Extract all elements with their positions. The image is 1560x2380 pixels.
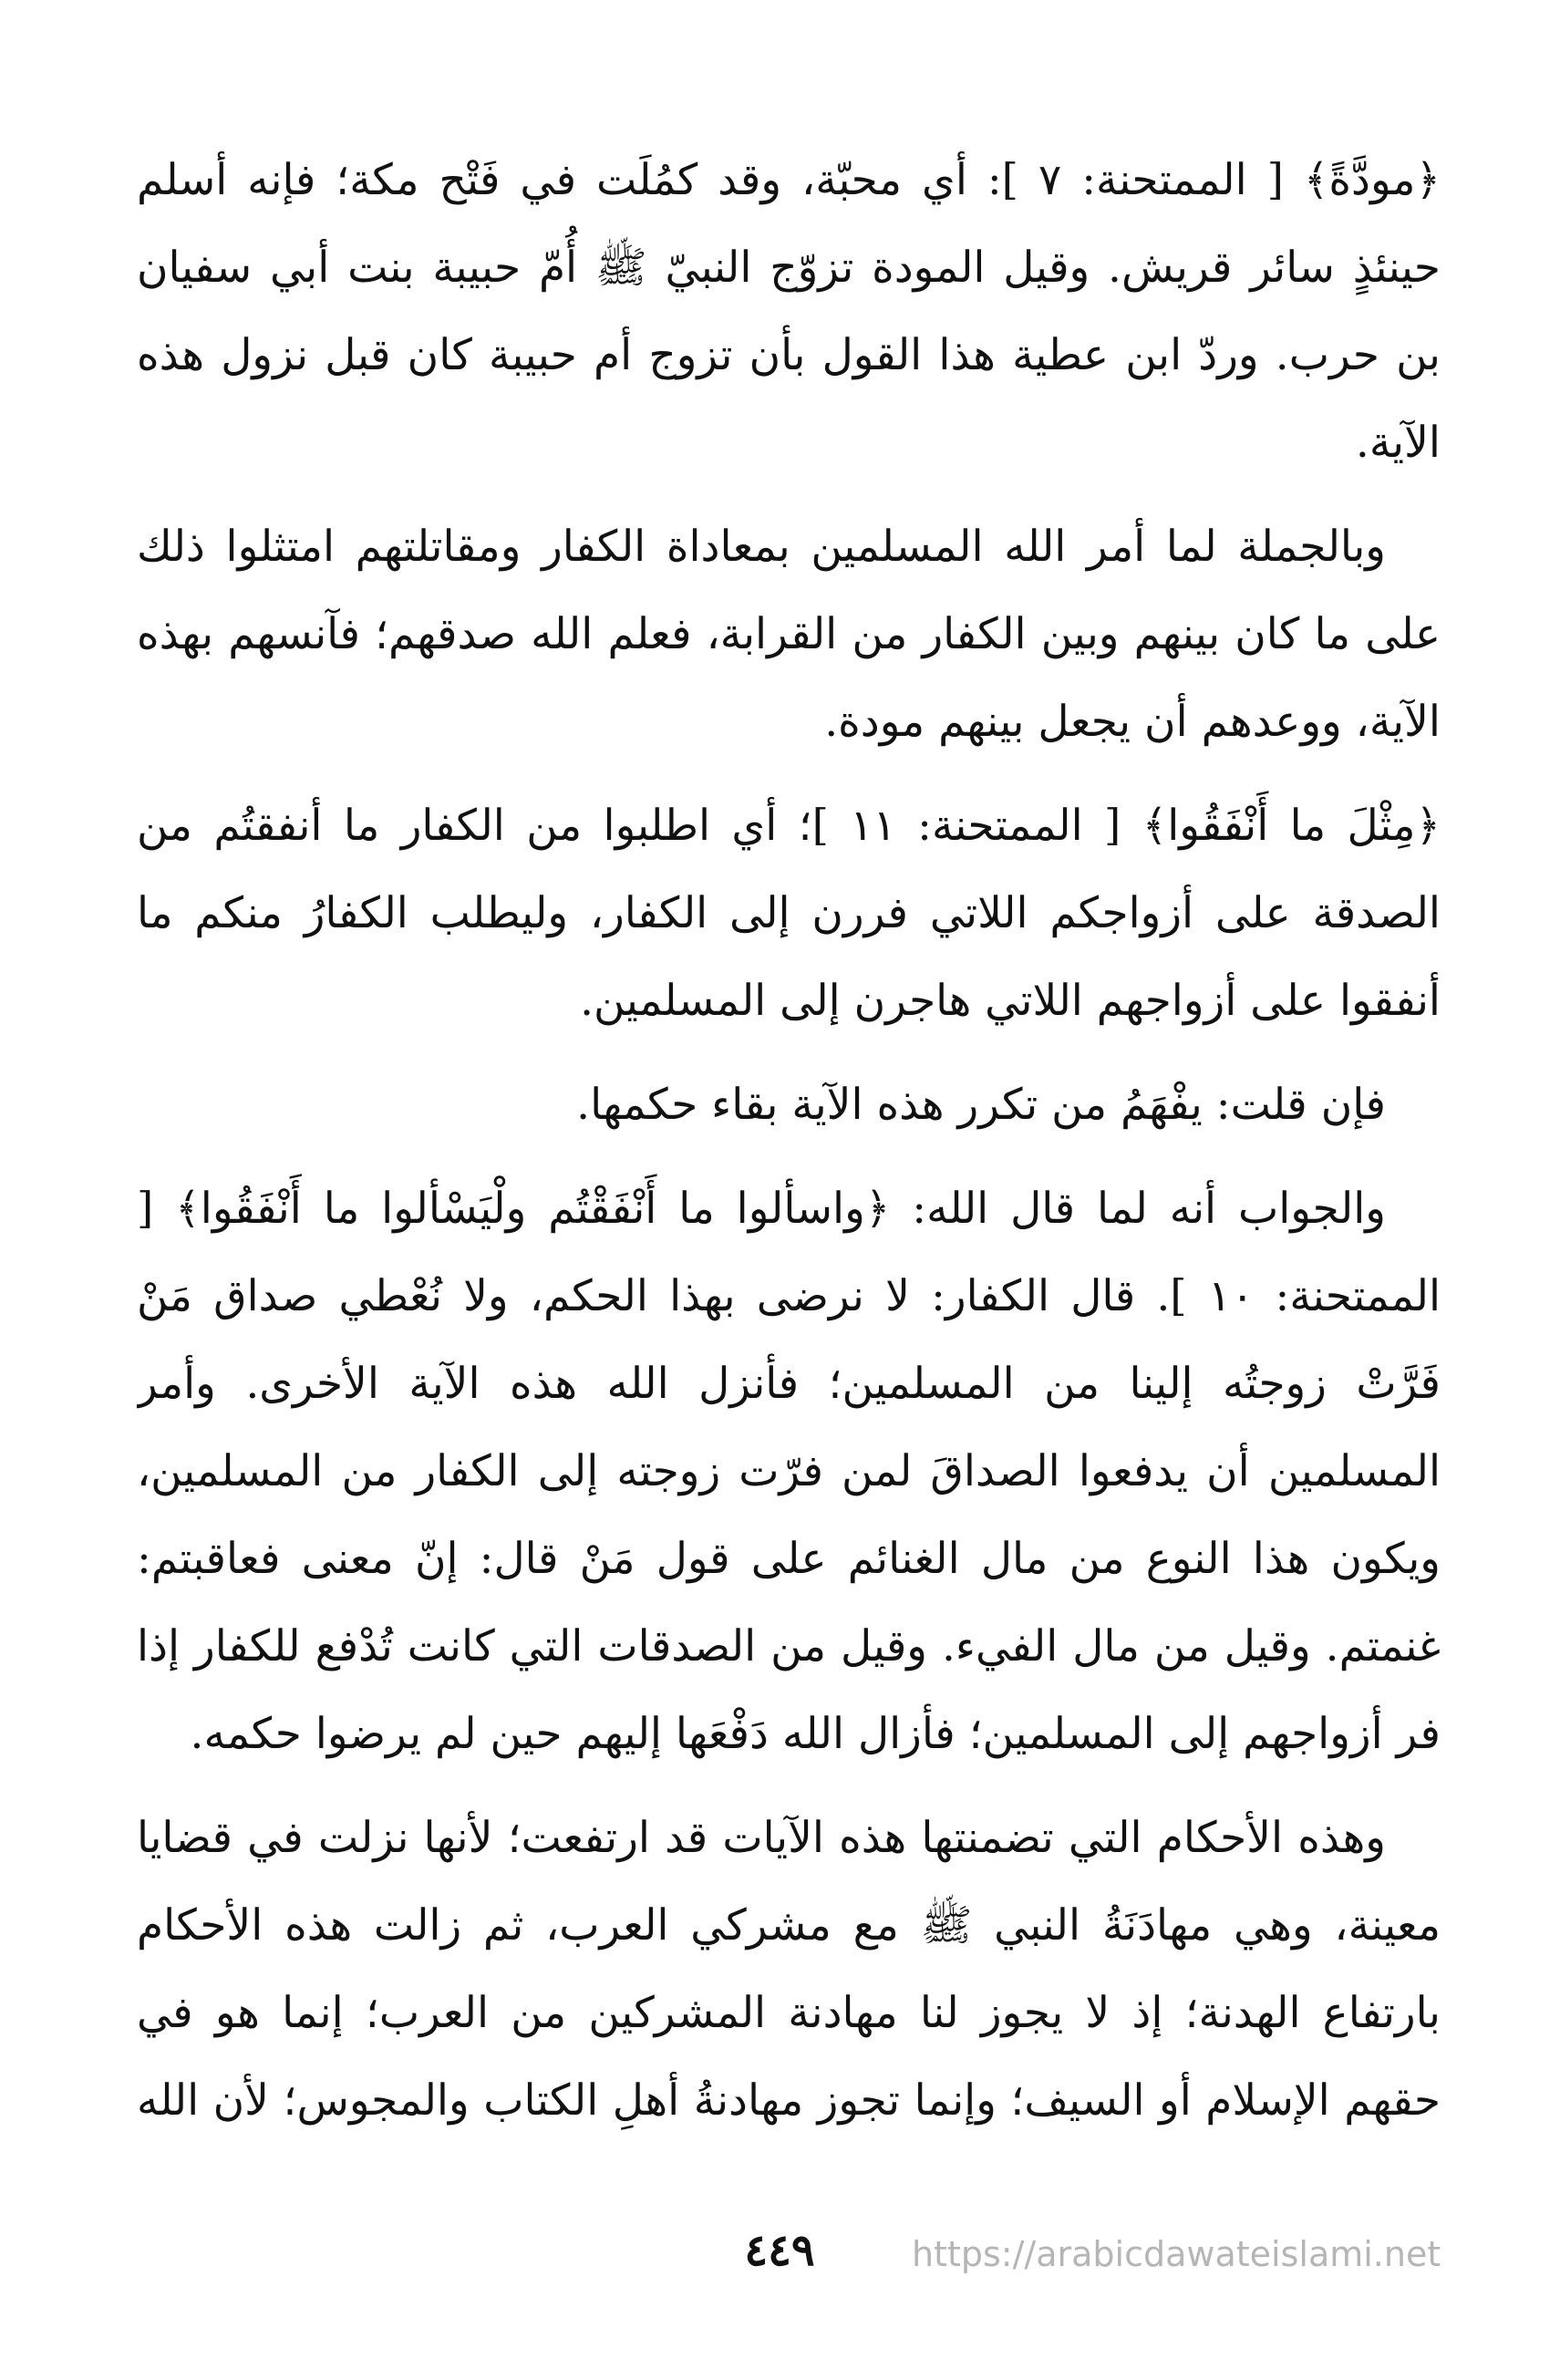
paragraph-bil-jumla: وبالجملة لما أمر الله المسلمين بمعاداة الكفار ومقاتلتهم امتثلوا ذلك على ما كان بينهم وبين الكفار من القرابة، فعلم الله صدقهم؛ فآنسهم بهذه الآية، ووعدهم أن يجعل بينهم مودة. [137,522,1441,747]
paragraph-mawadda: ﴿مودَّةً﴾ [ الممتحنة: ٧ ]: أي محبّة، وقد كمُلَت في فَتْح مكة؛ فإنه أسلم حينئذٍ سائر قريش. وقيل المودة تزوّج النبيّ ﷺ أُمّ حبيبة بنت أبي سفيان بن حرب. وردّ ابن عطية هذا القول بأن تزوج أم حبيبة كان قبل نزول هذه الآية. [137,155,1441,468]
paragraph-answer: والجواب أنه لما قال الله: ﴿واسألوا ما أَنْفَقْتُم ولْيَسْألوا ما أَنْفَقُوا﴾ [ الممتحنة: ١٠ ]. قال الكفار: لا نرضى بهذا الحكم، ولا نُعْطي صداق مَنْ فَرَّتْ زوجتُه إلينا من المسلمين؛ فأنزل الله هذه الآية الأخرى. وأمر المسلمين أن يدفعوا الصداقَ لمن فرّت زوجته إلى الكفار من المسلمين، ويكون هذا النوع من مال الغنائم على قول مَنْ قال: إنّ معنى فعاقبتم: غنمتم. وقيل من مال الفيء. وقيل من الصدقات التي كانت تُدْفع للكفار إذا فر أزواجهم إلى المسلمين؛ فأزال الله دَفْعَها إليهم حين لم يرضوا حكمه. [137,1184,1441,1759]
paragraph-ahkam: وهذه الأحكام التي تضمنتها هذه الآيات قد ارتفعت؛ لأنها نزلت في قضايا معينة، وهي مهادَنَةُ النبي ﷺ مع مشركي العرب، ثم زالت هذه الأحكام بارتفاع الهدنة؛ إذ لا يجوز لنا مهادنة المشركين من العرب؛ إنما هو في حقهم الإسلام أو السيف؛ وإنما تجوز مهادنةُ أهلِ الكتاب والمجوس؛ لأن الله [137,1813,1441,2126]
page-body [137,137,1441,2143]
watermark-url: https://arabicdawateislami.net [912,2234,1441,2274]
page-number: ٤٤٩ [744,2225,815,2276]
paragraph-question: فإن قلت: يفْهَمُ من تكرر هذه الآية بقاء حكمها. [576,1080,1386,1130]
paragraph-mithl-ma-anfaqu: ﴿مِثْلَ ما أَنْفَقُوا﴾ [ الممتحنة: ١١ ]؛ أي اطلبوا من الكفار ما أنفقتُم من الصدقة على أزواجكم اللاتي فررن إلى الكفار، وليطلب الكفارُ منكم ما أنفقوا على أزواجهم اللاتي هاجرن إلى المسلمين. [137,801,1441,1026]
